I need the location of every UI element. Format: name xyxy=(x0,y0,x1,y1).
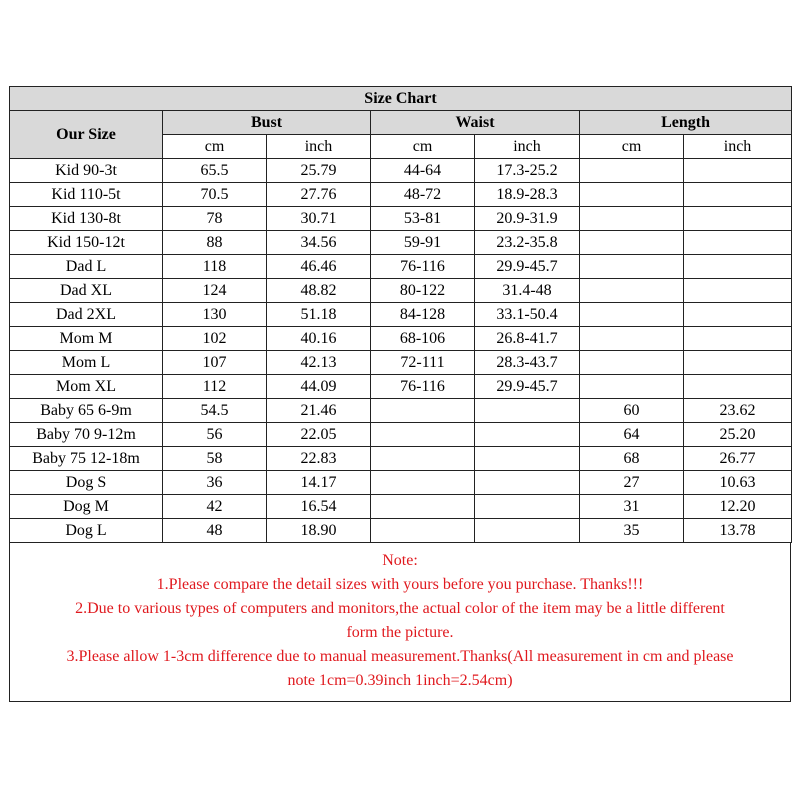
measurement-cell xyxy=(371,471,475,495)
table-row xyxy=(10,255,792,279)
chart-title: Size Chart xyxy=(10,87,792,111)
measurement-cell xyxy=(684,327,792,351)
measurement-cell xyxy=(475,447,580,471)
measurement-cell: 102 xyxy=(163,327,267,351)
size-label-cell: Mom XL xyxy=(10,375,163,399)
measurement-cell: 48-72 xyxy=(371,183,475,207)
measurement-cell xyxy=(580,327,684,351)
note-line: form the picture. xyxy=(346,624,454,641)
measurement-cell: 46.46 xyxy=(267,255,371,279)
measurement-cell: 80-122 xyxy=(371,279,475,303)
size-label-cell: Kid 110-5t xyxy=(10,183,163,207)
measurement-cell xyxy=(371,399,475,423)
table-row xyxy=(10,399,792,423)
table-row xyxy=(10,159,792,183)
measurement-cell: 60 xyxy=(580,399,684,423)
measurement-cell: 40.16 xyxy=(267,327,371,351)
measurement-cell xyxy=(580,375,684,399)
measurement-cell: 76-116 xyxy=(371,255,475,279)
table-row xyxy=(10,447,792,471)
measurement-cell xyxy=(580,231,684,255)
measurement-cell: 53-81 xyxy=(371,207,475,231)
measurement-cell: 112 xyxy=(163,375,267,399)
measurement-cell: 107 xyxy=(163,351,267,375)
size-label-cell: Baby 75 12-18m xyxy=(10,447,163,471)
measurement-cell: 42 xyxy=(163,495,267,519)
measurement-cell: 44.09 xyxy=(267,375,371,399)
size-label-cell: Dad 2XL xyxy=(10,303,163,327)
measurement-cell xyxy=(684,351,792,375)
measurement-cell: 28.3-43.7 xyxy=(475,351,580,375)
measurement-cell: 31 xyxy=(580,495,684,519)
our-size-header: Our Size xyxy=(10,111,163,159)
measurement-cell xyxy=(580,279,684,303)
measurement-cell xyxy=(475,471,580,495)
measurement-cell xyxy=(684,375,792,399)
measurement-cell: 84-128 xyxy=(371,303,475,327)
measurement-cell xyxy=(580,159,684,183)
size-label-cell: Mom L xyxy=(10,351,163,375)
unit-header: cm xyxy=(371,135,475,159)
measurement-cell: 25.20 xyxy=(684,423,792,447)
table-row xyxy=(10,183,792,207)
size-label-cell: Kid 130-8t xyxy=(10,207,163,231)
measurement-cell xyxy=(475,495,580,519)
measurement-cell: 18.9-28.3 xyxy=(475,183,580,207)
measurement-cell xyxy=(684,207,792,231)
measurement-cell: 26.77 xyxy=(684,447,792,471)
measurement-cell: 18.90 xyxy=(267,519,371,543)
measurement-cell xyxy=(580,351,684,375)
measurement-cell: 16.54 xyxy=(267,495,371,519)
measurement-cell: 26.8-41.7 xyxy=(475,327,580,351)
bust-header: Bust xyxy=(163,111,371,135)
measurement-cell: 27 xyxy=(580,471,684,495)
measurement-cell: 20.9-31.9 xyxy=(475,207,580,231)
measurement-cell: 17.3-25.2 xyxy=(475,159,580,183)
measurement-cell: 27.76 xyxy=(267,183,371,207)
note-heading: Note: xyxy=(382,552,418,569)
measurement-cell: 23.62 xyxy=(684,399,792,423)
measurement-cell: 59-91 xyxy=(371,231,475,255)
table-row xyxy=(10,423,792,447)
length-header: Length xyxy=(580,111,792,135)
table-row xyxy=(10,207,792,231)
measurement-cell: 35 xyxy=(580,519,684,543)
measurement-cell xyxy=(475,399,580,423)
measurement-cell: 78 xyxy=(163,207,267,231)
measurement-cell: 54.5 xyxy=(163,399,267,423)
size-label-cell: Baby 65 6-9m xyxy=(10,399,163,423)
measurement-cell: 70.5 xyxy=(163,183,267,207)
measurement-cell: 31.4-48 xyxy=(475,279,580,303)
measurement-cell: 10.63 xyxy=(684,471,792,495)
measurement-cell: 130 xyxy=(163,303,267,327)
waist-header: Waist xyxy=(371,111,580,135)
measurement-cell: 29.9-45.7 xyxy=(475,375,580,399)
measurement-cell xyxy=(580,183,684,207)
measurement-cell xyxy=(475,423,580,447)
measurement-cell: 21.46 xyxy=(267,399,371,423)
measurement-cell xyxy=(475,519,580,543)
measurement-cell xyxy=(684,183,792,207)
measurement-cell: 36 xyxy=(163,471,267,495)
measurement-cell xyxy=(684,231,792,255)
measurement-cell: 14.17 xyxy=(267,471,371,495)
unit-header: inch xyxy=(684,135,792,159)
note-line: note 1cm=0.39inch 1inch=2.54cm) xyxy=(287,672,513,689)
measurement-cell xyxy=(371,519,475,543)
measurement-cell xyxy=(684,255,792,279)
measurement-cell: 58 xyxy=(163,447,267,471)
measurement-cell: 42.13 xyxy=(267,351,371,375)
measurement-cell: 13.78 xyxy=(684,519,792,543)
measurement-cell: 48 xyxy=(163,519,267,543)
measurement-cell: 118 xyxy=(163,255,267,279)
measurement-cell: 65.5 xyxy=(163,159,267,183)
note-line: 3.Please allow 1-3cm difference due to manual measurement.Thanks(All measurement in cm and please xyxy=(66,648,734,665)
measurement-cell: 68 xyxy=(580,447,684,471)
table-row xyxy=(10,279,792,303)
measurement-cell: 22.05 xyxy=(267,423,371,447)
size-label-cell: Dog L xyxy=(10,519,163,543)
measurement-cell: 33.1-50.4 xyxy=(475,303,580,327)
size-label-cell: Dog S xyxy=(10,471,163,495)
table-row xyxy=(10,327,792,351)
size-label-cell: Dog M xyxy=(10,495,163,519)
measurement-cell: 68-106 xyxy=(371,327,475,351)
measurement-cell xyxy=(580,303,684,327)
measurement-cell xyxy=(371,423,475,447)
size-label-cell: Dad L xyxy=(10,255,163,279)
size-label-cell: Kid 90-3t xyxy=(10,159,163,183)
measurement-cell: 76-116 xyxy=(371,375,475,399)
measurement-cell xyxy=(580,255,684,279)
size-chart xyxy=(9,86,791,702)
size-chart-table xyxy=(9,86,792,543)
measurement-cell: 23.2-35.8 xyxy=(475,231,580,255)
measurement-cell: 124 xyxy=(163,279,267,303)
measurement-cell: 88 xyxy=(163,231,267,255)
notes-box xyxy=(9,543,791,702)
measurement-cell: 30.71 xyxy=(267,207,371,231)
size-rows xyxy=(10,159,792,543)
table-row xyxy=(10,351,792,375)
measurement-cell: 51.18 xyxy=(267,303,371,327)
size-label-cell: Mom M xyxy=(10,327,163,351)
table-row xyxy=(10,375,792,399)
table-row xyxy=(10,519,792,543)
measurement-cell: 25.79 xyxy=(267,159,371,183)
measurement-cell xyxy=(684,303,792,327)
measurement-cell xyxy=(684,159,792,183)
note-line: 1.Please compare the detail sizes with yours before you purchase. Thanks!!! xyxy=(156,576,644,593)
measurement-cell xyxy=(371,495,475,519)
measurement-cell: 56 xyxy=(163,423,267,447)
table-row xyxy=(10,231,792,255)
measurement-cell: 44-64 xyxy=(371,159,475,183)
measurement-cell: 64 xyxy=(580,423,684,447)
measurement-cell xyxy=(371,447,475,471)
unit-header: inch xyxy=(267,135,371,159)
table-row xyxy=(10,303,792,327)
measurement-cell: 22.83 xyxy=(267,447,371,471)
size-label-cell: Kid 150-12t xyxy=(10,231,163,255)
size-label-cell: Dad XL xyxy=(10,279,163,303)
unit-header: inch xyxy=(475,135,580,159)
size-label-cell: Baby 70 9-12m xyxy=(10,423,163,447)
measurement-cell: 12.20 xyxy=(684,495,792,519)
measurement-cell xyxy=(580,207,684,231)
measurement-cell: 34.56 xyxy=(267,231,371,255)
measurement-cell: 72-111 xyxy=(371,351,475,375)
measurement-cell xyxy=(684,279,792,303)
measurement-cell: 29.9-45.7 xyxy=(475,255,580,279)
unit-header: cm xyxy=(580,135,684,159)
note-line: 2.Due to various types of computers and monitors,the actual color of the item may be a little different xyxy=(75,600,725,617)
table-row xyxy=(10,495,792,519)
table-row xyxy=(10,471,792,495)
measurement-cell: 48.82 xyxy=(267,279,371,303)
unit-header: cm xyxy=(163,135,267,159)
